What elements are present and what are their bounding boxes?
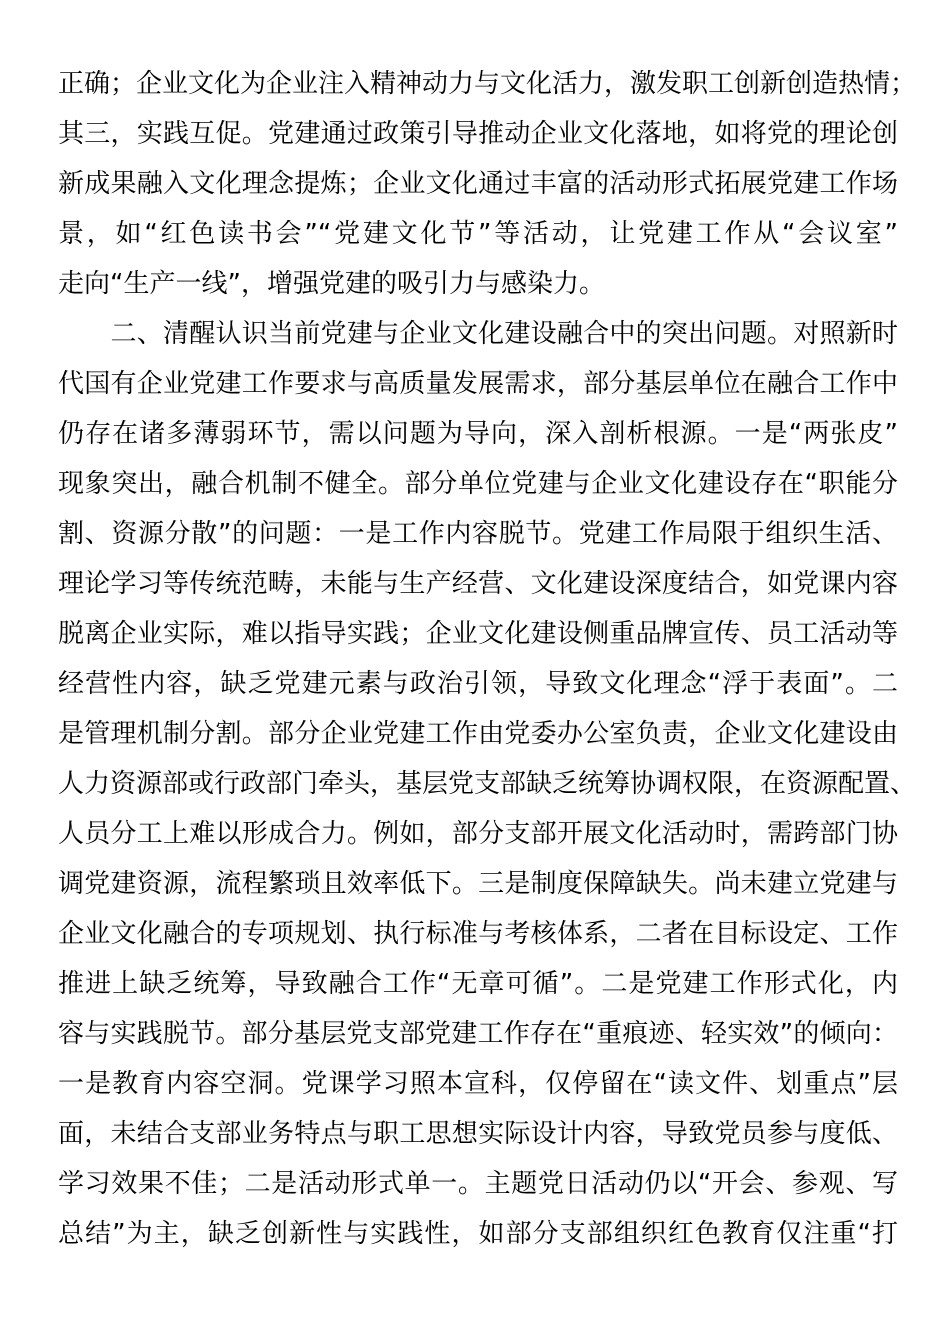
text-line: 人员分工上难以形成合力。例如，部分支部开展文化活动时，需跨部门协 [58, 819, 898, 849]
text-line: 是管理机制分割。部分企业党建工作由党委办公室负责，企业文化建设由 [58, 719, 898, 749]
text-line: 理论学习等传统范畴，未能与生产经营、文化建设深度结合，如党课内容 [58, 569, 898, 599]
text-line: 其三，实践互促。党建通过政策引导推动企业文化落地，如将党的理论创 [58, 119, 898, 149]
text-line: 经营性内容，缺乏党建元素与政治引领，导致文化理念“浮于表面”。二 [58, 669, 898, 699]
text-line: 二、清醒认识当前党建与企业文化建设融合中的突出问题。对照新时 [58, 319, 898, 349]
text-line: 割、资源分散”的问题：一是工作内容脱节。党建工作局限于组织生活、 [58, 519, 898, 549]
text-line: 现象突出，融合机制不健全。部分单位党建与企业文化建设存在“职能分 [58, 469, 898, 499]
text-line: 学习效果不佳；二是活动形式单一。主题党日活动仍以“开会、参观、写 [58, 1169, 898, 1199]
text-line: 企业文化融合的专项规划、执行标准与考核体系，二者在目标设定、工作 [58, 919, 898, 949]
text-line: 脱离企业实际，难以指导实践；企业文化建设侧重品牌宣传、员工活动等 [58, 619, 898, 649]
text-line: 推进上缺乏统筹，导致融合工作“无章可循”。二是党建工作形式化，内 [58, 969, 898, 999]
text-line: 新成果融入文化理念提炼；企业文化通过丰富的活动形式拓展党建工作场 [58, 169, 898, 199]
text-line: 一是教育内容空洞。党课学习照本宣科，仅停留在“读文件、划重点”层 [58, 1069, 898, 1099]
text-line: 代国有企业党建工作要求与高质量发展需求，部分基层单位在融合工作中 [58, 369, 898, 399]
text-line: 调党建资源，流程繁琐且效率低下。三是制度保障缺失。尚未建立党建与 [58, 869, 898, 899]
text-line: 面，未结合支部业务特点与职工思想实际设计内容，导致党员参与度低、 [58, 1119, 898, 1149]
text-line: 仍存在诸多薄弱环节，需以问题为导向，深入剖析根源。一是“两张皮” [58, 419, 898, 449]
text-line: 总结”为主，缺乏创新性与实践性，如部分支部组织红色教育仅注重“打 [58, 1219, 898, 1249]
text-line: 正确；企业文化为企业注入精神动力与文化活力，激发职工创新创造热情； [58, 69, 917, 99]
text-line: 人力资源部或行政部门牵头，基层党支部缺乏统筹协调权限，在资源配置、 [58, 769, 917, 799]
text-line: 景，如“红色读书会”“党建文化节”等活动，让党建工作从“会议室” [58, 219, 898, 249]
text-line: 走向“生产一线”，增强党建的吸引力与感染力。 [58, 269, 605, 299]
text-line: 容与实践脱节。部分基层党支部党建工作存在“重痕迹、轻实效”的倾向： [58, 1019, 898, 1049]
